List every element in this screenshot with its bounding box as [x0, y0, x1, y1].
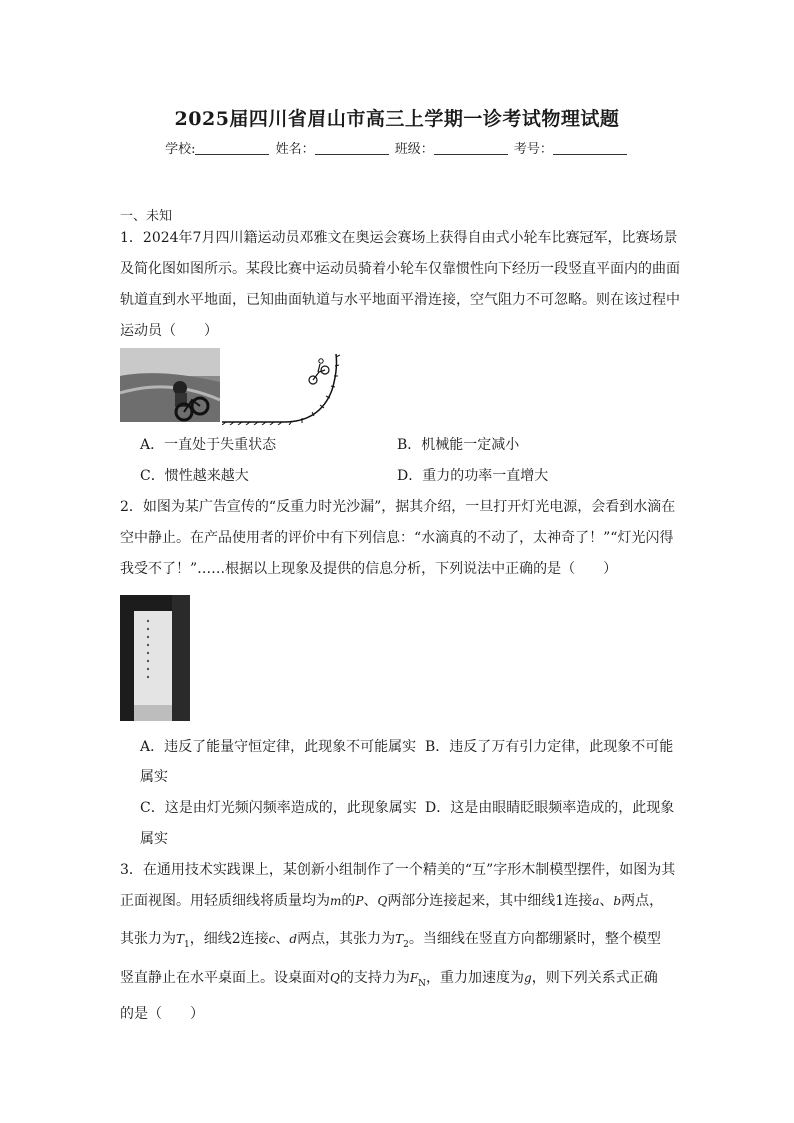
var-fn: F: [409, 971, 419, 985]
q3-text: ，重力加速度为: [426, 970, 525, 986]
var-p: P: [355, 894, 364, 908]
q3-text: 其张力为: [120, 931, 176, 947]
page-title: 2025届四川省眉山市高三上学期一诊考试物理试题: [174, 108, 620, 130]
var-b: b: [613, 894, 622, 908]
q3-text: 竖直静止在水平桌面上。设桌面对: [120, 970, 330, 986]
school-label: 学校:: [165, 142, 196, 157]
q1-option-d[interactable]: D．重力的功率一直增大: [397, 468, 549, 484]
var-t2: T: [395, 932, 404, 946]
bmx-race-photo: [120, 348, 220, 422]
q2-line-3: 我受不了！”……根据以上现象及提供的信息分析，下列说法中正确的是（ ）: [120, 561, 618, 577]
q1-option-c[interactable]: C．惯性越来越大: [140, 468, 249, 484]
anti-gravity-hourglass-photo: [120, 595, 190, 721]
q3-line-4: [120, 968, 658, 994]
exam-no-label: 考号：: [513, 142, 553, 157]
var-m: m: [330, 894, 342, 908]
student-info-row: [0, 138, 794, 157]
q1-line-3: 轨道直到水平地面，已知曲面轨道与水平地面平滑连接，空气阻力不可忽略。则在该过程中: [120, 292, 680, 308]
q3-text: 两部分连接起来，其中细线1连接: [387, 893, 593, 909]
q3-line-2: [120, 891, 663, 911]
var-c: c: [268, 932, 276, 946]
q2-option-d-cont: 属实: [140, 831, 168, 847]
var-q: Q: [377, 894, 388, 908]
q3-line-5: 的是（ ）: [120, 1006, 204, 1022]
q3-text: 、: [275, 931, 290, 947]
var-a: a: [592, 894, 600, 908]
q3-text: 、: [599, 893, 614, 909]
q3-text: 、: [363, 893, 378, 909]
curved-track-diagram: [222, 350, 344, 425]
section-heading: 一、未知: [120, 209, 173, 224]
q2-option-d[interactable]: D．这是由眼睛眨眼频率造成的，此现象: [425, 800, 675, 816]
name-label: 姓名：: [275, 142, 315, 157]
var-t1: T: [176, 932, 185, 946]
var-t1-subscript: 1: [184, 939, 190, 950]
school-blank: [195, 141, 269, 155]
q3-text: 两点，: [621, 893, 664, 909]
var-fn-subscript: N: [418, 978, 427, 989]
q3-text: 的支持力为: [339, 970, 410, 986]
q3-text: 的: [341, 893, 356, 909]
q1-option-b[interactable]: B．机械能一定减小: [397, 437, 520, 453]
q3-text: 。当细线在竖直方向都绷紧时，整个模型: [408, 931, 661, 947]
q2-line-2: 空中静止。在产品使用者的评价中有下列信息：“水滴真的不动了，太神奇了！”“灯光闪得: [120, 530, 674, 546]
q2-option-b[interactable]: B．违反了万有引力定律，此现象不可能: [425, 739, 674, 755]
q3-text: ，细线2连接: [189, 931, 269, 947]
name-blank: [315, 141, 389, 155]
q1-line-1: 1．2024年7月四川籍运动员邓雅文在奥运会赛场上获得自由式小轮车比赛冠军，比赛场景: [120, 230, 678, 246]
q3-text: 正面视图。用轻质细线将质量均为: [120, 893, 330, 909]
q3-text: 两点，其张力为: [297, 931, 396, 947]
var-g: g: [524, 971, 532, 985]
q3-text: ，则下列关系式正确: [531, 970, 658, 986]
var-d: d: [289, 932, 298, 946]
q2-line-1: 2．如图为某广告宣传的“反重力时光沙漏”，据其介绍，一旦打开灯光电源，会看到水滴在: [120, 499, 676, 515]
q1-line-2: 及简化图如图所示。某段比赛中运动员骑着小轮车仅靠惯性向下经历一段竖直平面内的曲面: [120, 261, 680, 277]
q2-option-b-cont: 属实: [140, 769, 168, 785]
q1-line-4: 运动员（ ）: [120, 323, 218, 339]
q3-line-3: [120, 929, 661, 955]
q2-option-a[interactable]: A．违反了能量守恒定律，此现象不可能属实: [140, 739, 417, 755]
var-t2-subscript: 2: [403, 939, 409, 950]
var-q: Q: [330, 971, 340, 985]
class-label: 班级：: [394, 142, 434, 157]
q3-line-1: 3．在通用技术实践课上，某创新小组制作了一个精美的“互”字形木制模型摆件，如图为其: [120, 862, 676, 878]
class-blank: [434, 141, 508, 155]
q1-option-a[interactable]: A．一直处于失重状态: [140, 437, 277, 453]
q2-option-c[interactable]: C．这是由灯光频闪频率造成的，此现象属实: [140, 800, 417, 816]
exam-no-blank: [553, 141, 627, 155]
